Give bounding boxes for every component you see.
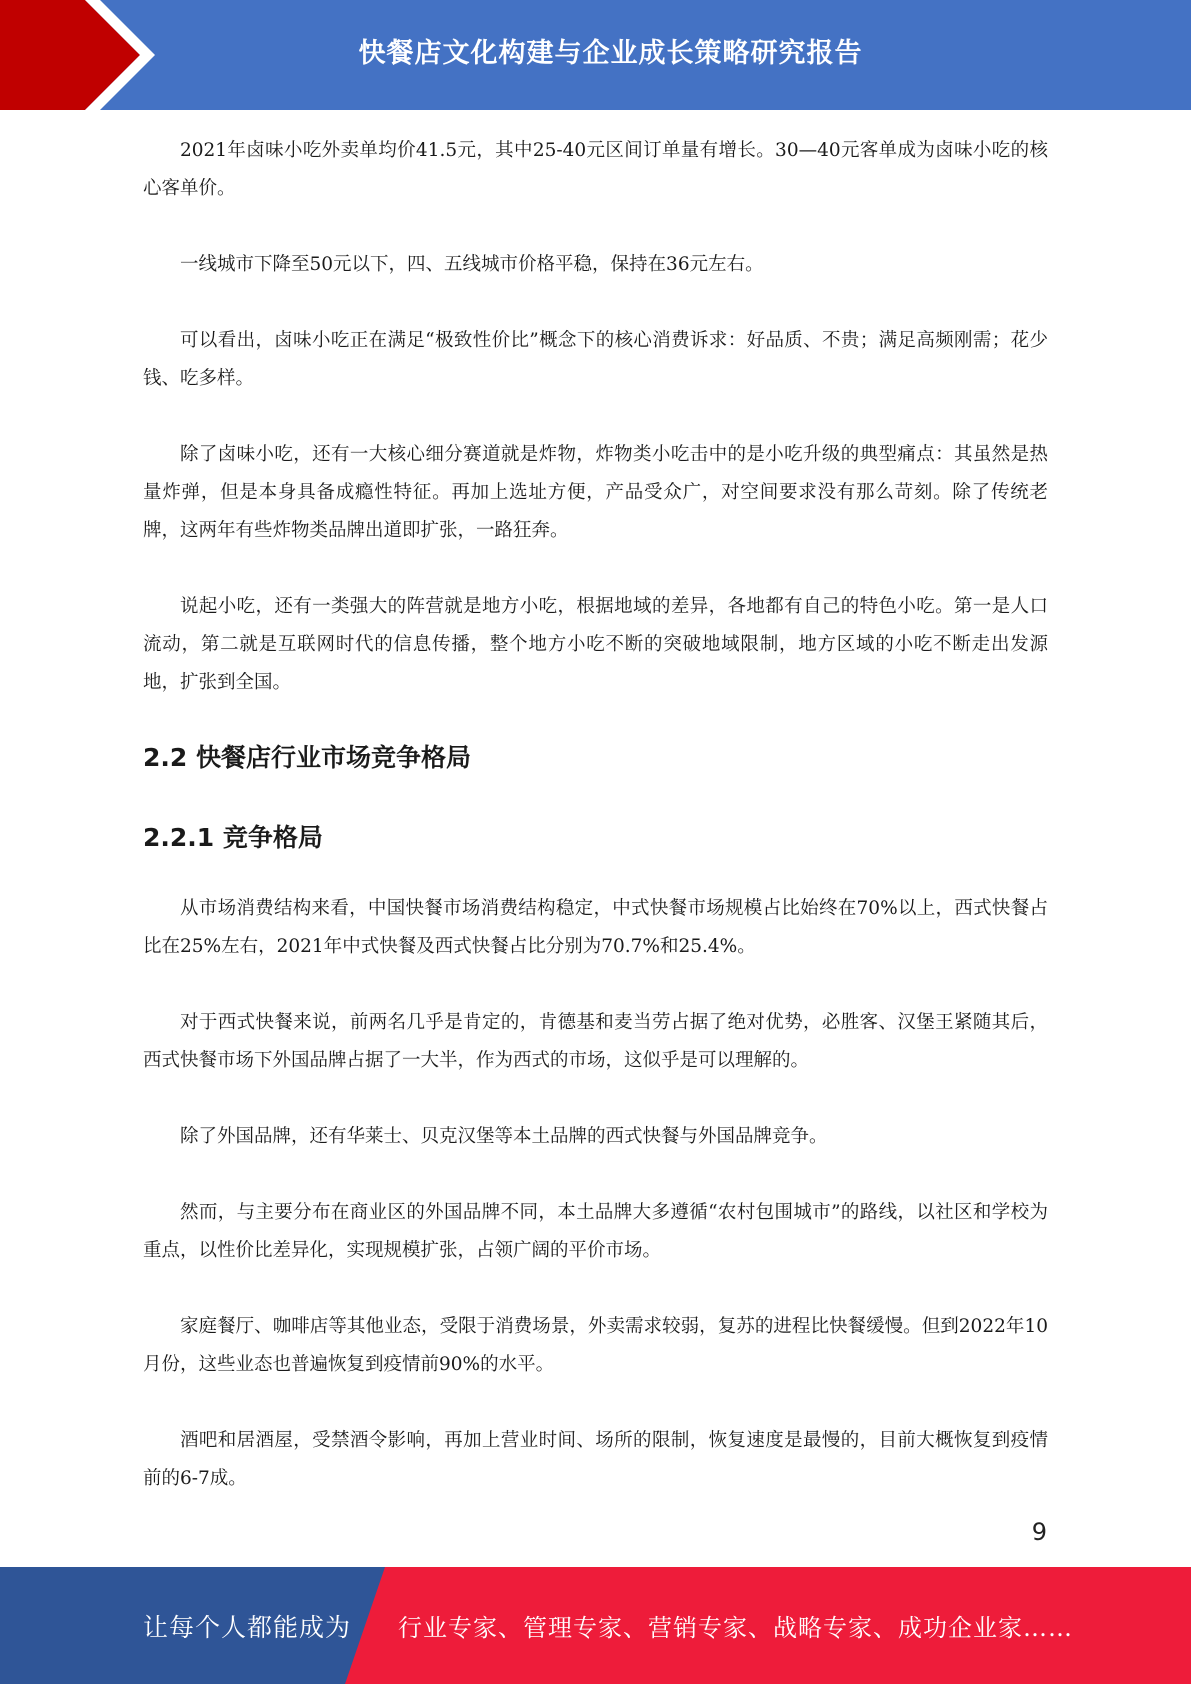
report-title: 快餐店文化构建与企业成长策略研究报告	[358, 37, 863, 69]
paragraph: 家庭餐厅、咖啡店等其他业态，受限于消费场景，外卖需求较弱，复苏的进程比快餐缓慢。但到2022年10月份，这些业态也普遍恢复到疫情前90%的水平。	[143, 1316, 1048, 1375]
paragraph: 一线城市下降至50元以下，四、五线城市价格平稳，保持在36元左右。	[180, 254, 764, 275]
page-header-bar	[0, 0, 1191, 110]
section-heading: 2.2 快餐店行业市场竞争格局	[143, 743, 471, 772]
page-number: 9	[1031, 1518, 1047, 1546]
page-footer-banner	[0, 1567, 1191, 1684]
paragraph: 酒吧和居酒屋，受禁酒令影响，再加上营业时间、场所的限制，恢复速度是最慢的，目前大概恢复到疫情前的6-7成。	[143, 1430, 1048, 1489]
paragraph: 从市场消费结构来看，中国快餐市场消费结构稳定，中式快餐市场规模占比始终在70%以上，西式快餐占比在25%左右，2021年中式快餐及西式快餐占比分别为70.7%和25.4%。	[143, 898, 1048, 957]
subsection-heading: 2.2.1 竞争格局	[143, 823, 323, 852]
footer-slogan-left: 让每个人都能成为	[143, 1612, 352, 1642]
paragraph: 除了外国品牌，还有华莱士、贝克汉堡等本土品牌的西式快餐与外国品牌竞争。	[180, 1126, 828, 1147]
paragraph: 对于西式快餐来说，前两名几乎是肯定的，肯德基和麦当劳占据了绝对优势，必胜客、汉堡王紧随其后，西式快餐市场下外国品牌占据了一大半，作为西式的市场，这似乎是可以理解的。	[143, 1012, 1048, 1071]
header-chevron-decoration	[0, 0, 160, 110]
paragraph: 说起小吃，还有一类强大的阵营就是地方小吃，根据地域的差异，各地都有自己的特色小吃。第一是人口流动，第二就是互联网时代的信息传播，整个地方小吃不断的突破地域限制，地方区域的小吃不断走出发源地，扩张到全国。	[143, 596, 1048, 693]
paragraph: 除了卤味小吃，还有一大核心细分赛道就是炸物，炸物类小吃击中的是小吃升级的典型痛点：其虽然是热量炸弹，但是本身具备成瘾性特征。再加上选址方便，产品受众广，对空间要求没有那么苛刻。除了传统老牌，这两年有些炸物类品牌出道即扩张，一路狂奔。	[143, 444, 1048, 541]
document-body	[143, 132, 1048, 1536]
paragraph: 2021年卤味小吃外卖单均价41.5元，其中25-40元区间订单量有增长。30—40元客单成为卤味小吃的核心客单价。	[143, 140, 1048, 199]
footer-slogan-right: 行业专家、管理专家、营销专家、战略专家、成功企业家……	[398, 1614, 1073, 1642]
paragraph: 可以看出，卤味小吃正在满足“极致性价比”概念下的核心消费诉求：好品质、不贵；满足高频刚需；花少钱、吃多样。	[143, 330, 1048, 389]
paragraph: 然而，与主要分布在商业区的外国品牌不同，本土品牌大多遵循“农村包围城市”的路线，以社区和学校为重点，以性价比差异化，实现规模扩张，占领广阔的平价市场。	[143, 1202, 1048, 1261]
